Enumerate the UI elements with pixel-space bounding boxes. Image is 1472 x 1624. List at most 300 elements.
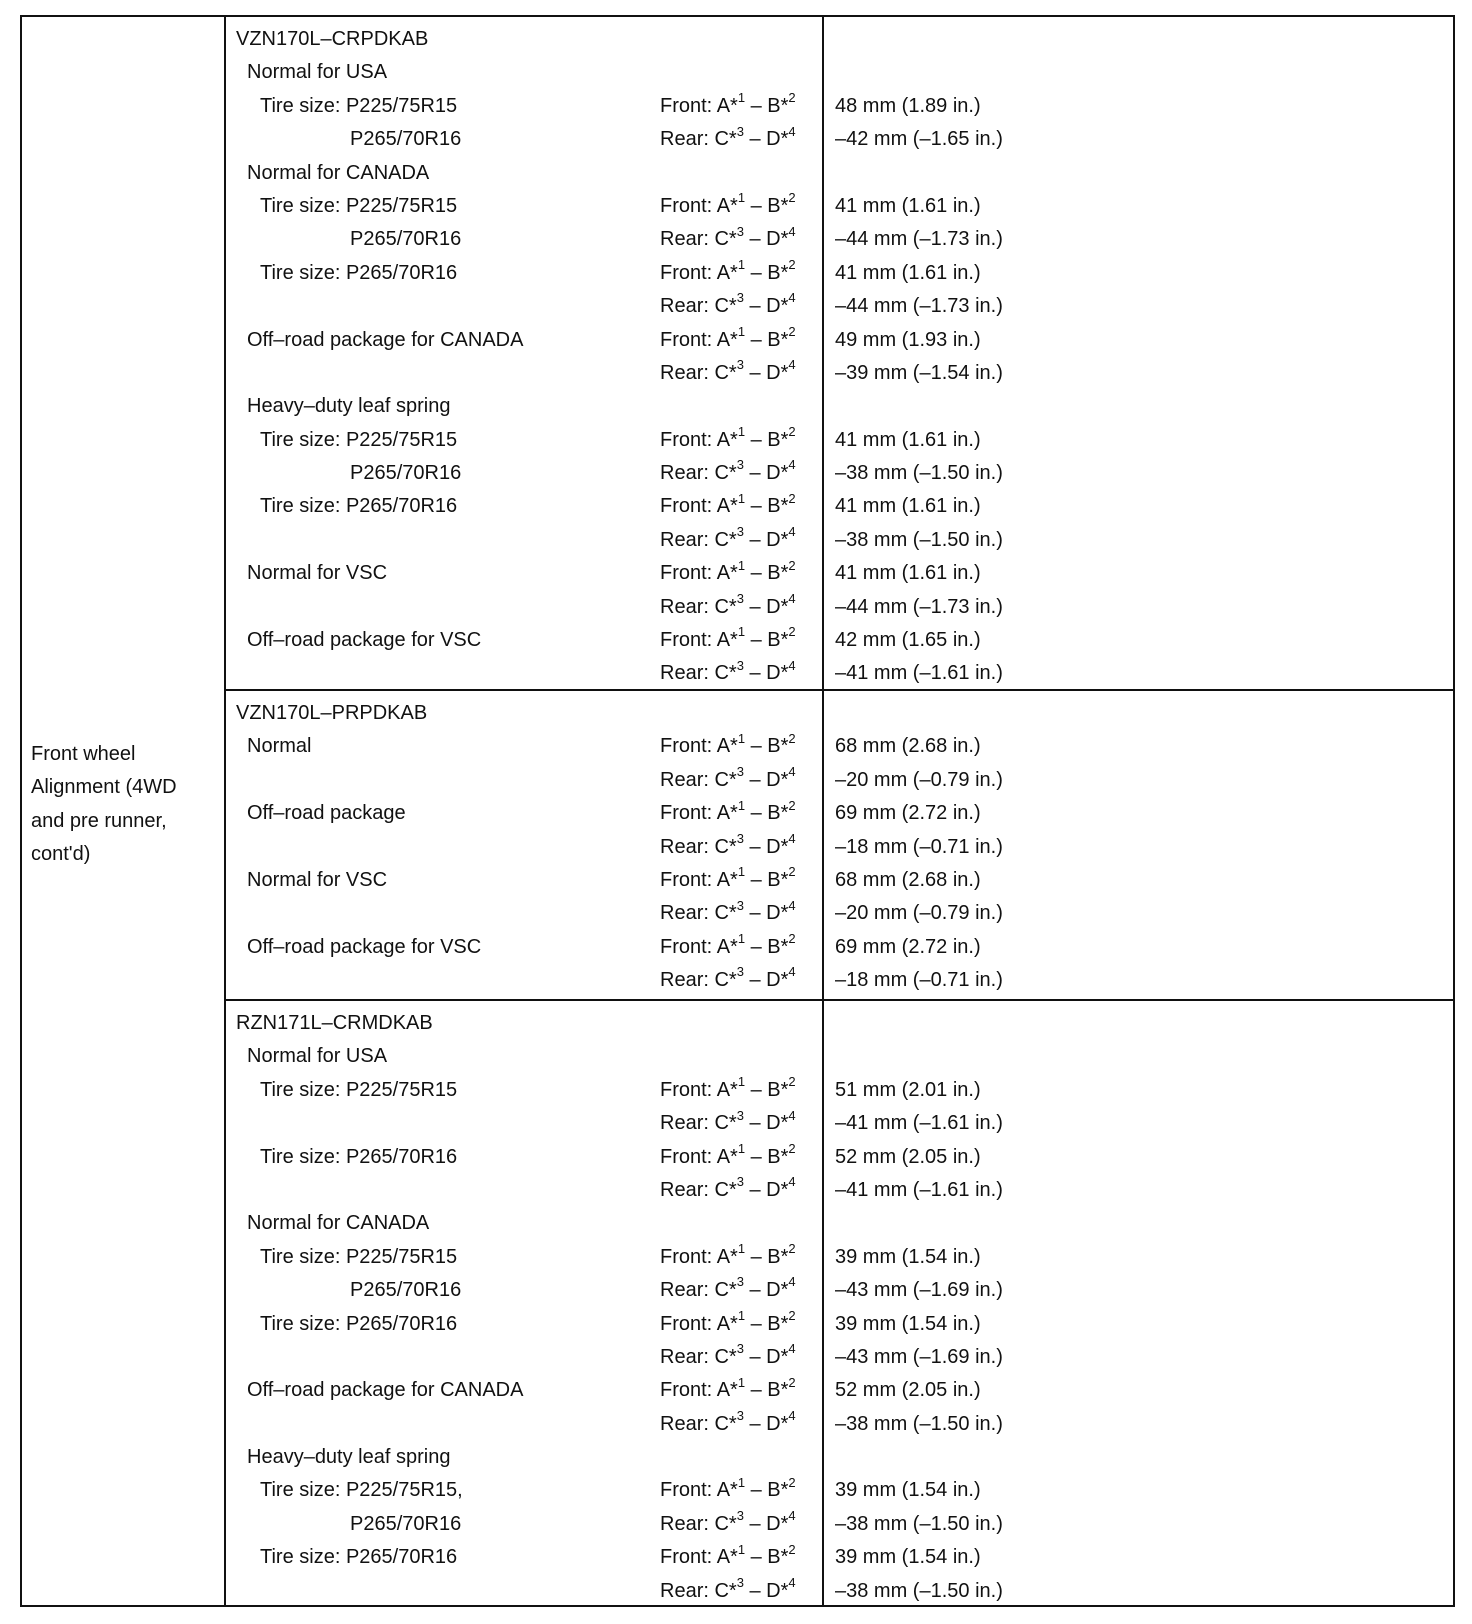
front-a-b-label <box>660 490 796 523</box>
spec-row <box>226 490 1453 523</box>
front-a-b-label <box>660 190 796 223</box>
footnote-mark: 2 <box>788 1541 796 1557</box>
label-text: – B* <box>745 1245 789 1268</box>
spec-row <box>226 1441 1453 1474</box>
front-a-b-label <box>660 730 796 763</box>
label-text: – B* <box>745 562 789 585</box>
model-code-row <box>226 1007 1453 1040</box>
spec-value: –38 mm (–1.50 in.) <box>835 1512 1003 1535</box>
spec-value: 52 mm (2.05 in.) <box>835 1145 981 1168</box>
label-text: – B* <box>745 802 789 825</box>
label-text: Front: A* <box>660 495 738 518</box>
spec-row <box>226 1074 1453 1107</box>
label-text: Rear: C* <box>660 902 737 925</box>
label-text: Rear: C* <box>660 361 737 384</box>
label-text: – D* <box>743 128 789 151</box>
footnote-mark: 2 <box>788 1374 796 1390</box>
label-text: Front: A* <box>660 1546 738 1569</box>
label-text: – D* <box>743 295 789 318</box>
footnote-mark: 2 <box>788 1474 796 1490</box>
footnote-mark: 1 <box>737 1074 746 1090</box>
footnote-mark: 1 <box>737 1140 746 1156</box>
front-a-b-label <box>660 324 796 357</box>
spec-value: 69 mm (2.72 in.) <box>835 802 981 825</box>
spec-value: –39 mm (–1.54 in.) <box>835 361 1003 384</box>
label-text: Front: A* <box>660 428 738 451</box>
spec-row <box>226 357 1453 390</box>
spec-value: –41 mm (–1.61 in.) <box>835 662 1003 685</box>
spec-condition: Normal for CANADA <box>247 1212 430 1235</box>
spec-value: –42 mm (–1.65 in.) <box>835 128 1003 151</box>
rear-c-d-label <box>660 764 796 797</box>
spec-value: 68 mm (2.68 in.) <box>835 868 981 891</box>
section-vzn170l-prpdkab <box>226 697 1453 998</box>
front-a-b-label <box>660 1374 796 1407</box>
label-text: Front: A* <box>660 562 738 585</box>
spec-row <box>226 964 1453 997</box>
spec-condition: P265/70R16 <box>350 228 462 251</box>
footnote-mark: 1 <box>737 797 746 813</box>
label-text: – D* <box>743 1412 789 1435</box>
label-text: Front: A* <box>660 1312 738 1335</box>
spec-condition: Off–road package for CANADA <box>247 1379 524 1402</box>
spec-value: 41 mm (1.61 in.) <box>835 428 981 451</box>
model-code: VZN170L–CRPDKAB <box>236 28 429 50</box>
front-a-b-label <box>660 931 796 964</box>
footnote-mark: 3 <box>736 657 744 673</box>
spec-value: 41 mm (1.61 in.) <box>835 562 981 585</box>
spec-row <box>226 90 1453 123</box>
label-text: Rear: C* <box>660 768 737 791</box>
section-vzn170l-crpdkab <box>226 23 1453 691</box>
footnote-mark: 2 <box>788 624 796 640</box>
footnote-mark: 4 <box>788 1174 796 1190</box>
label-text: Rear: C* <box>660 1579 737 1602</box>
spec-row <box>226 390 1453 423</box>
footnote-mark: 3 <box>736 1107 744 1123</box>
spec-row <box>226 1308 1453 1341</box>
footnote-mark: 3 <box>736 964 744 980</box>
label-text: Front: A* <box>660 1479 738 1502</box>
front-a-b-label <box>660 557 796 590</box>
spec-condition: Normal <box>247 735 312 758</box>
category-line: cont'd) <box>31 843 91 866</box>
spec-value: 39 mm (1.54 in.) <box>835 1479 981 1502</box>
spec-value: –44 mm (–1.73 in.) <box>835 295 1003 318</box>
spec-row <box>226 123 1453 156</box>
footnote-mark: 1 <box>737 1374 746 1390</box>
spec-row <box>226 190 1453 223</box>
spec-row <box>226 1207 1453 1240</box>
footnote-mark: 4 <box>788 290 796 306</box>
spec-value: –41 mm (–1.61 in.) <box>835 1112 1003 1135</box>
spec-value: 41 mm (1.61 in.) <box>835 261 981 284</box>
label-text: Rear: C* <box>660 528 737 551</box>
label-text: – D* <box>743 595 789 618</box>
footnote-mark: 2 <box>788 1074 796 1090</box>
label-text: Front: A* <box>660 261 738 284</box>
category-line: and pre runner, <box>31 809 167 832</box>
spec-row <box>226 457 1453 490</box>
label-text: – B* <box>745 428 789 451</box>
spec-row <box>226 1508 1453 1541</box>
spec-row <box>226 290 1453 323</box>
label-text: – B* <box>745 495 789 518</box>
spec-value: –38 mm (–1.50 in.) <box>835 1412 1003 1435</box>
rear-c-d-label <box>660 1274 796 1307</box>
spec-value: 39 mm (1.54 in.) <box>835 1546 981 1569</box>
label-text: Front: A* <box>660 868 738 891</box>
footnote-mark: 2 <box>788 864 796 880</box>
section-rzn171l-crmdkab <box>226 1007 1453 1608</box>
label-text: – D* <box>743 462 789 485</box>
front-a-b-label <box>660 624 796 657</box>
spec-row <box>226 730 1453 763</box>
rear-c-d-label <box>660 1575 796 1608</box>
label-text: – B* <box>745 735 789 758</box>
footnote-mark: 1 <box>737 864 746 880</box>
footnote-mark: 4 <box>788 830 796 846</box>
spec-condition: Off–road package for CANADA <box>247 328 524 351</box>
spec-row <box>226 424 1453 457</box>
footnote-mark: 1 <box>737 490 746 506</box>
footnote-mark: 3 <box>736 1574 744 1590</box>
footnote-mark: 2 <box>788 323 796 339</box>
footnote-mark: 4 <box>788 123 796 139</box>
spec-condition: Tire size: P225/75R15 <box>260 194 458 217</box>
footnote-mark: 4 <box>788 657 796 673</box>
footnote-mark: 4 <box>788 897 796 913</box>
spec-value: 48 mm (1.89 in.) <box>835 94 981 117</box>
spec-row <box>226 1241 1453 1274</box>
footnote-mark: 3 <box>736 1274 744 1290</box>
footnote-mark: 2 <box>788 797 796 813</box>
footnote-mark: 3 <box>736 1341 744 1357</box>
label-text: – B* <box>745 1379 789 1402</box>
rear-c-d-label <box>660 591 796 624</box>
category-line: Front wheel <box>31 743 136 765</box>
spec-condition: P265/70R16 <box>350 128 462 151</box>
model-code-row <box>226 697 1453 730</box>
label-text: – B* <box>745 1479 789 1502</box>
spec-row <box>226 864 1453 897</box>
spec-row <box>226 764 1453 797</box>
footnote-mark: 4 <box>788 223 796 239</box>
front-a-b-label <box>660 1141 796 1174</box>
label-text: – D* <box>743 228 789 251</box>
footnote-mark: 2 <box>788 557 796 573</box>
spec-condition: Tire size: P225/75R15 <box>260 94 458 117</box>
label-text: – B* <box>745 1078 789 1101</box>
label-text: Rear: C* <box>660 462 737 485</box>
spec-value: –20 mm (–0.79 in.) <box>835 902 1003 925</box>
footnote-mark: 4 <box>788 524 796 540</box>
spec-value: 68 mm (2.68 in.) <box>835 735 981 758</box>
spec-condition: Tire size: P225/75R15 <box>260 1245 458 1268</box>
label-text: – B* <box>745 194 789 217</box>
footnote-mark: 2 <box>788 90 796 106</box>
footnote-mark: 3 <box>736 1174 744 1190</box>
spec-row <box>226 557 1453 590</box>
spec-condition: Tire size: P225/75R15 <box>260 1078 458 1101</box>
footnote-mark: 1 <box>737 730 746 746</box>
footnote-mark: 3 <box>736 1508 744 1524</box>
model-code: RZN171L–CRMDKAB <box>236 1012 433 1034</box>
spec-row <box>226 1341 1453 1374</box>
footnote-mark: 2 <box>788 424 796 440</box>
spec-value: –38 mm (–1.50 in.) <box>835 462 1003 485</box>
footnote-mark: 1 <box>737 1541 746 1557</box>
label-text: – D* <box>743 969 789 992</box>
label-text: – B* <box>745 1145 789 1168</box>
front-a-b-label <box>660 1074 796 1107</box>
spec-row <box>226 591 1453 624</box>
rear-c-d-label <box>660 1107 796 1140</box>
category-cell <box>31 738 201 872</box>
spec-value: 41 mm (1.61 in.) <box>835 194 981 217</box>
label-text: – B* <box>745 935 789 958</box>
footnote-mark: 1 <box>737 190 746 206</box>
spec-condition: Off–road package <box>247 802 406 825</box>
front-a-b-label <box>660 1474 796 1507</box>
front-a-b-label <box>660 90 796 123</box>
section-divider-2 <box>224 999 1455 1001</box>
footnote-mark: 1 <box>737 323 746 339</box>
footnote-mark: 2 <box>788 931 796 947</box>
front-a-b-label <box>660 1541 796 1574</box>
footnote-mark: 4 <box>788 1107 796 1123</box>
label-text: Rear: C* <box>660 1279 737 1302</box>
spec-row <box>226 657 1453 690</box>
label-text: Front: A* <box>660 1145 738 1168</box>
rear-c-d-label <box>660 223 796 256</box>
spec-condition: P265/70R16 <box>350 462 462 485</box>
footnote-mark: 2 <box>788 1140 796 1156</box>
footnote-mark: 1 <box>737 424 746 440</box>
spec-row <box>226 1040 1453 1073</box>
spec-row <box>226 1274 1453 1307</box>
spec-condition: Tire size: P265/70R16 <box>260 1145 458 1168</box>
footnote-mark: 2 <box>788 730 796 746</box>
footnote-mark: 4 <box>788 1574 796 1590</box>
label-text: Rear: C* <box>660 295 737 318</box>
front-a-b-label <box>660 1308 796 1341</box>
label-text: – B* <box>745 629 789 652</box>
label-text: – B* <box>745 1312 789 1335</box>
spec-row <box>226 624 1453 657</box>
spec-condition: Tire size: P265/70R16 <box>260 1546 458 1569</box>
spec-condition: P265/70R16 <box>350 1279 462 1302</box>
spec-value: –18 mm (–0.71 in.) <box>835 969 1003 992</box>
rear-c-d-label <box>660 524 796 557</box>
footnote-mark: 4 <box>788 457 796 473</box>
label-text: – B* <box>745 261 789 284</box>
model-code: VZN170L–PRPDKAB <box>236 702 428 724</box>
label-text: – D* <box>743 902 789 925</box>
label-text: Rear: C* <box>660 1512 737 1535</box>
label-text: – D* <box>743 1512 789 1535</box>
spec-value: –18 mm (–0.71 in.) <box>835 835 1003 858</box>
footnote-mark: 4 <box>788 764 796 780</box>
rear-c-d-label <box>660 123 796 156</box>
label-text: Front: A* <box>660 194 738 217</box>
spec-condition: Tire size: P225/75R15, <box>260 1479 463 1502</box>
label-text: – D* <box>743 1178 789 1201</box>
category-line: Alignment (4WD <box>31 776 177 799</box>
label-text: Rear: C* <box>660 128 737 151</box>
footnote-mark: 3 <box>736 457 744 473</box>
spec-condition: P265/70R16 <box>350 1512 462 1535</box>
spec-condition: Tire size: P265/70R16 <box>260 495 458 518</box>
label-text: Front: A* <box>660 1078 738 1101</box>
label-text: Rear: C* <box>660 1112 737 1135</box>
spec-row <box>226 1107 1453 1140</box>
rear-c-d-label <box>660 457 796 490</box>
spec-value: 49 mm (1.93 in.) <box>835 328 981 351</box>
label-text: – D* <box>743 528 789 551</box>
footnote-mark: 1 <box>737 624 746 640</box>
label-text: Front: A* <box>660 802 738 825</box>
spec-value: –43 mm (–1.69 in.) <box>835 1279 1003 1302</box>
spec-condition: Normal for VSC <box>247 868 388 891</box>
footnote-mark: 1 <box>737 90 746 106</box>
rear-c-d-label <box>660 897 796 930</box>
label-text: Rear: C* <box>660 595 737 618</box>
label-text: Front: A* <box>660 1245 738 1268</box>
spec-value: 41 mm (1.61 in.) <box>835 495 981 518</box>
spec-row <box>226 897 1453 930</box>
footnote-mark: 2 <box>788 190 796 206</box>
label-text: – D* <box>743 1112 789 1135</box>
spec-value: –38 mm (–1.50 in.) <box>835 528 1003 551</box>
spec-condition: Normal for USA <box>247 1045 388 1068</box>
front-a-b-label <box>660 424 796 457</box>
front-a-b-label <box>660 257 796 290</box>
spec-row <box>226 524 1453 557</box>
label-text: Rear: C* <box>660 969 737 992</box>
label-text: – B* <box>745 1546 789 1569</box>
front-a-b-label <box>660 864 796 897</box>
spec-value: –20 mm (–0.79 in.) <box>835 768 1003 791</box>
spec-row <box>226 931 1453 964</box>
spec-row <box>226 1541 1453 1574</box>
spec-row <box>226 1374 1453 1407</box>
footnote-mark: 3 <box>736 1408 744 1424</box>
rear-c-d-label <box>660 290 796 323</box>
footnote-mark: 3 <box>736 290 744 306</box>
spec-value: 39 mm (1.54 in.) <box>835 1312 981 1335</box>
spec-row <box>226 1174 1453 1207</box>
spec-condition: Tire size: P265/70R16 <box>260 261 458 284</box>
label-text: Front: A* <box>660 94 738 117</box>
label-text: – D* <box>743 768 789 791</box>
spec-condition: Heavy–duty leaf spring <box>247 395 451 418</box>
spec-row <box>226 1474 1453 1507</box>
spec-row <box>226 324 1453 357</box>
spec-value: –43 mm (–1.69 in.) <box>835 1345 1003 1368</box>
front-a-b-label <box>660 797 796 830</box>
footnote-mark: 4 <box>788 1408 796 1424</box>
spec-row <box>226 257 1453 290</box>
footnote-mark: 1 <box>737 931 746 947</box>
spec-condition: Tire size: P265/70R16 <box>260 1312 458 1335</box>
label-text: Front: A* <box>660 629 738 652</box>
footnote-mark: 3 <box>736 764 744 780</box>
footnote-mark: 3 <box>736 357 744 373</box>
footnote-mark: 3 <box>736 830 744 846</box>
rear-c-d-label <box>660 657 796 690</box>
front-a-b-label <box>660 1241 796 1274</box>
footnote-mark: 2 <box>788 1241 796 1257</box>
rear-c-d-label <box>660 1508 796 1541</box>
spec-row <box>226 831 1453 864</box>
label-text: Rear: C* <box>660 1178 737 1201</box>
footnote-mark: 2 <box>788 1307 796 1323</box>
spec-condition: Normal for CANADA <box>247 161 430 184</box>
spec-value: –44 mm (–1.73 in.) <box>835 595 1003 618</box>
rear-c-d-label <box>660 1341 796 1374</box>
spec-value: 39 mm (1.54 in.) <box>835 1245 981 1268</box>
footnote-mark: 1 <box>737 1241 746 1257</box>
footnote-mark: 1 <box>737 557 746 573</box>
footnote-mark: 1 <box>737 257 746 273</box>
label-text: – B* <box>745 868 789 891</box>
spec-condition: Normal for VSC <box>247 562 388 585</box>
footnote-mark: 3 <box>736 897 744 913</box>
spec-row <box>226 157 1453 190</box>
footnote-mark: 4 <box>788 964 796 980</box>
label-text: – D* <box>743 1579 789 1602</box>
spec-row <box>226 223 1453 256</box>
label-text: Front: A* <box>660 935 738 958</box>
label-text: – D* <box>743 835 789 858</box>
spec-row <box>226 56 1453 89</box>
label-text: Front: A* <box>660 735 738 758</box>
spec-condition: Off–road package for VSC <box>247 935 482 958</box>
model-code-row <box>226 23 1453 56</box>
label-text: Rear: C* <box>660 228 737 251</box>
label-text: Front: A* <box>660 328 738 351</box>
spec-row <box>226 1141 1453 1174</box>
spec-row <box>226 797 1453 830</box>
spec-condition: Tire size: P225/75R15 <box>260 428 458 451</box>
spec-value: 51 mm (2.01 in.) <box>835 1078 981 1101</box>
rear-c-d-label <box>660 1408 796 1441</box>
footnote-mark: 1 <box>737 1307 746 1323</box>
spec-value: –41 mm (–1.61 in.) <box>835 1178 1003 1201</box>
label-text: Front: A* <box>660 1379 738 1402</box>
rear-c-d-label <box>660 357 796 390</box>
spec-value: 52 mm (2.05 in.) <box>835 1379 981 1402</box>
label-text: Rear: C* <box>660 1412 737 1435</box>
footnote-mark: 4 <box>788 590 796 606</box>
spec-condition: Normal for USA <box>247 61 388 84</box>
footnote-mark: 4 <box>788 1341 796 1357</box>
rear-c-d-label <box>660 964 796 997</box>
footnote-mark: 3 <box>736 223 744 239</box>
footnote-mark: 2 <box>788 257 796 273</box>
label-text: Rear: C* <box>660 835 737 858</box>
footnote-mark: 1 <box>737 1474 746 1490</box>
spec-value: –44 mm (–1.73 in.) <box>835 228 1003 251</box>
rear-c-d-label <box>660 1174 796 1207</box>
label-text: – D* <box>743 662 789 685</box>
spec-value: 42 mm (1.65 in.) <box>835 629 981 652</box>
footnote-mark: 3 <box>736 524 744 540</box>
spec-row <box>226 1408 1453 1441</box>
label-text: – B* <box>745 328 789 351</box>
footnote-mark: 4 <box>788 357 796 373</box>
